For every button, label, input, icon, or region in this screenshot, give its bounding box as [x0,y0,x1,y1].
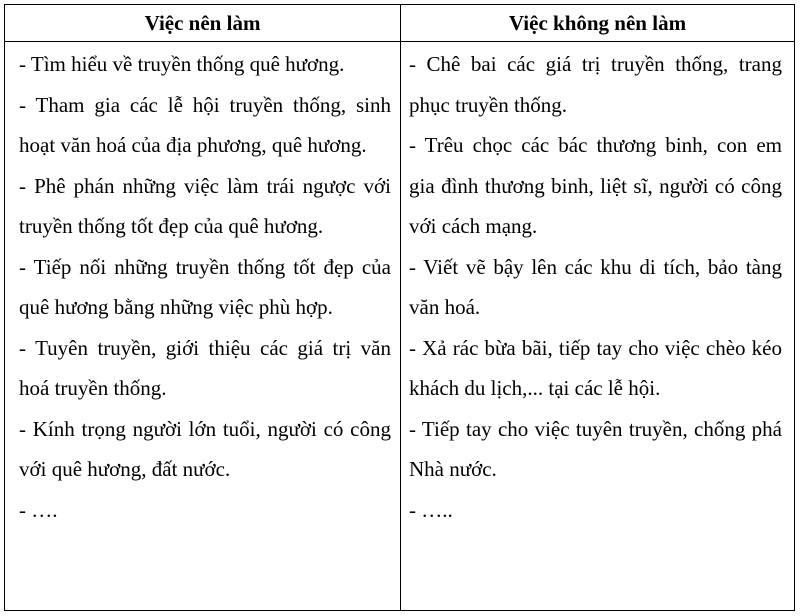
should-not-do-item: - Chê bai các giá trị truyền thống, trang phục truyền thống. [409,52,782,117]
should-not-do-item: - Tiếp tay cho việc tuyên truyền, chống phá Nhà nước. [409,416,782,481]
should-do-item: - …. [19,497,58,522]
comparison-table [4,4,795,611]
should-not-do-item: - Xả rác bừa bãi, tiếp tay cho việc chèo kéo khách du lịch,... tại các lễ hội. [409,335,782,400]
should-do-item: - Tham gia các lễ hội truyền thống, sinh hoạt văn hoá của địa phương, quê hương. [19,92,391,157]
should-do-item: - Tìm hiểu về truyền thống quê hương. [19,52,345,76]
should-do-item: - Tiếp nối những truyền thống tốt đẹp của quê hương bằng những việc phù hợp. [19,254,391,319]
should-do-item: - Tuyên truyền, giới thiệu các giá trị văn hoá truyền thống. [19,335,391,400]
should-not-do-item: - Viết vẽ bậy lên các khu di tích, bảo tàng văn hoá. [409,254,782,319]
header-row [5,5,795,42]
should-do-item: - Phê phán những việc làm trái ngược với truyền thống tốt đẹp của quê hương. [19,173,391,238]
content-row [5,42,795,611]
header-should-not-do: Việc không nên làm [401,5,795,42]
should-do-cell [5,42,401,611]
header-should-do: Việc nên làm [5,5,401,42]
should-not-do-item: - ….. [409,497,453,522]
should-not-do-item: - Trêu chọc các bác thương binh, con em gia đình thương binh, liệt sĩ, người có công với cách mạng. [409,133,782,238]
should-not-do-cell [401,42,795,611]
should-do-item: - Kính trọng người lớn tuổi, người có công với quê hương, đất nước. [19,416,391,481]
